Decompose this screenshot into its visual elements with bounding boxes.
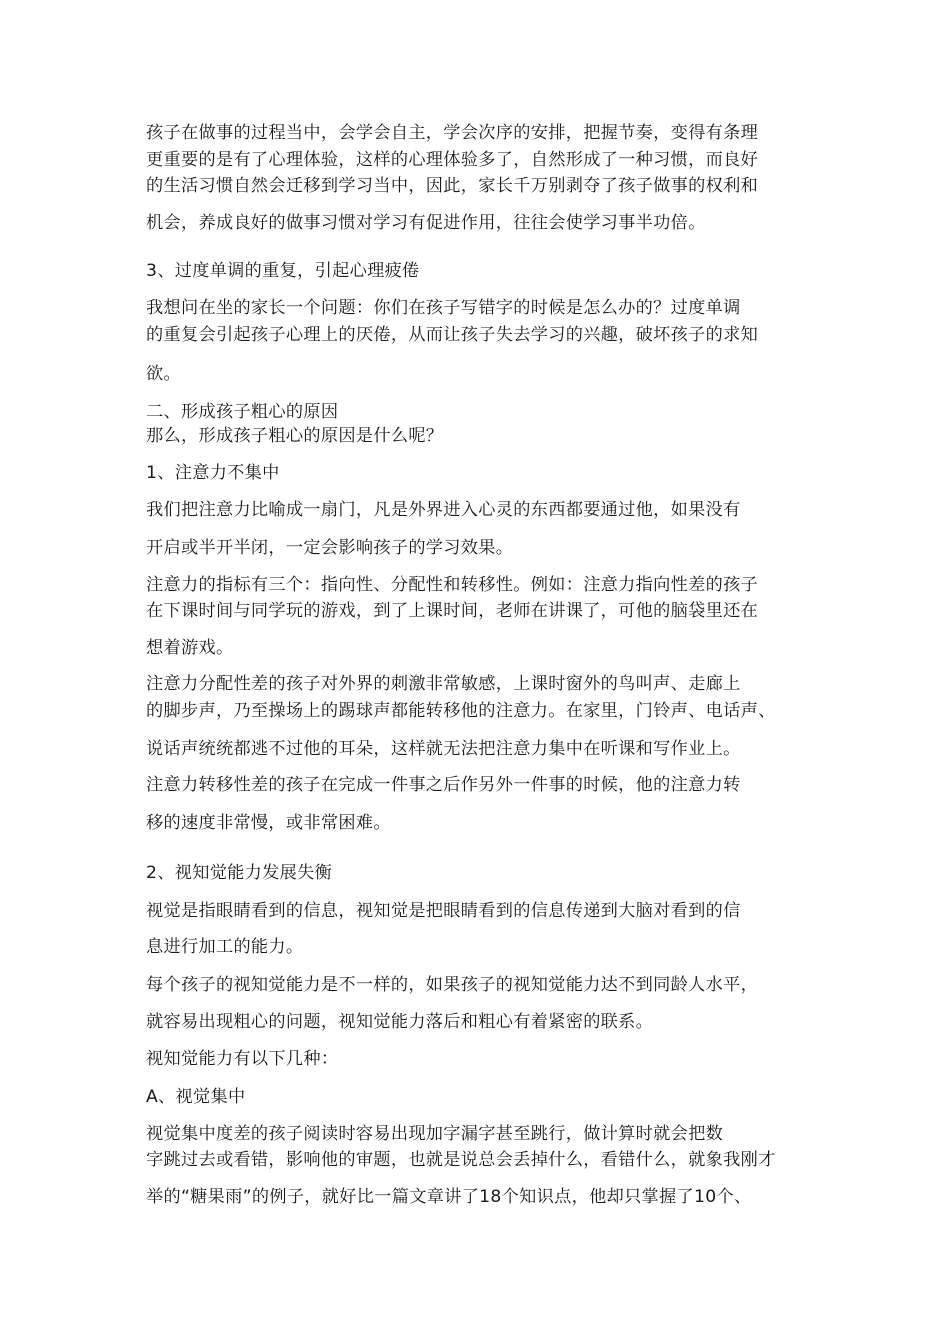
text-line: 说话声统统都逃不过他的耳朵，这样就无法把注意力集中在听课和写作业上。: [146, 739, 741, 759]
text-line: 想着游戏。: [146, 638, 234, 658]
text-line: 更重要的是有了心理体验，这样的心理体验多了，自然形成了一种习惯，而良好: [146, 150, 759, 170]
text-line: 举的“糖果雨”的例子，就好比一篇文章讲了18个知识点，他却只掌握了10个、: [146, 1187, 752, 1207]
text-line: 移的速度非常慢，或非常困难。: [146, 813, 391, 833]
text-line: 在下课时间与同学玩的游戏，到了上课时间，老师在讲课了，可他的脑袋里还在: [146, 601, 759, 621]
text-line: 注意力分配性差的孩子对外界的刺激非常敏感，上课时窗外的鸟叫声、走廊上: [146, 674, 741, 694]
text-line: 机会，养成良好的做事习惯对学习有促进作用，往往会使学习事半功倍。: [146, 213, 706, 233]
text-line: 的重复会引起孩子心理上的厌倦，从而让孩子失去学习的兴趣，破坏孩子的求知: [146, 325, 759, 345]
text-line: 那么，形成孩子粗心的原因是什么呢？: [146, 426, 444, 446]
section-heading: 3、过度单调的重复，引起心理疲倦: [146, 261, 420, 281]
text-line: 欲。: [146, 364, 181, 384]
text-line: 注意力转移性差的孩子在完成一件事之后作另外一件事的时候，他的注意力转: [146, 775, 741, 795]
section-heading: 1、注意力不集中: [146, 463, 280, 483]
text-line: 就容易出现粗心的问题，视知觉能力落后和粗心有着紧密的联系。: [146, 1012, 654, 1032]
text-line: 息进行加工的能力。: [146, 937, 304, 957]
section-heading: 2、视知觉能力发展失衡: [146, 863, 333, 883]
text-line: 注意力的指标有三个：指向性、分配性和转移性。例如：注意力指向性差的孩子: [146, 575, 759, 595]
text-line: 的脚步声，乃至操场上的踢球声都能转移他的注意力。在家里，门铃声、电话声、: [146, 701, 776, 721]
text-line: 视知觉能力有以下几种：: [146, 1049, 339, 1069]
text-line: 字跳过去或看错，影响他的审题，也就是说总会丢掉什么，看错什么，就象我刚才: [146, 1150, 776, 1170]
section-heading: 二、形成孩子粗心的原因: [146, 402, 339, 422]
text-line: 视觉是指眼睛看到的信息，视知觉是把眼睛看到的信息传递到大脑对看到的信: [146, 901, 741, 921]
text-line: 的生活习惯自然会迁移到学习当中，因此，家长千万别剥夺了孩子做事的权利和: [146, 176, 759, 196]
text-line: 每个孩子的视知觉能力是不一样的，如果孩子的视知觉能力达不到同龄人水平，: [146, 975, 759, 995]
text-line: 孩子在做事的过程当中，会学会自主，学会次序的安排，把握节奏，变得有条理: [146, 123, 759, 143]
text-line: 我想问在坐的家长一个问题：你们在孩子写错字的时候是怎么办的？过度单调: [146, 298, 741, 318]
text-line: 视觉集中度差的孩子阅读时容易出现加字漏字甚至跳行，做计算时就会把数: [146, 1124, 724, 1144]
text-line: 我们把注意力比喻成一扇门，凡是外界进入心灵的东西都要通过他，如果没有: [146, 500, 741, 520]
text-line: 开启或半开半闭，一定会影响孩子的学习效果。: [146, 538, 514, 558]
subsection-heading: A、视觉集中: [146, 1087, 246, 1107]
